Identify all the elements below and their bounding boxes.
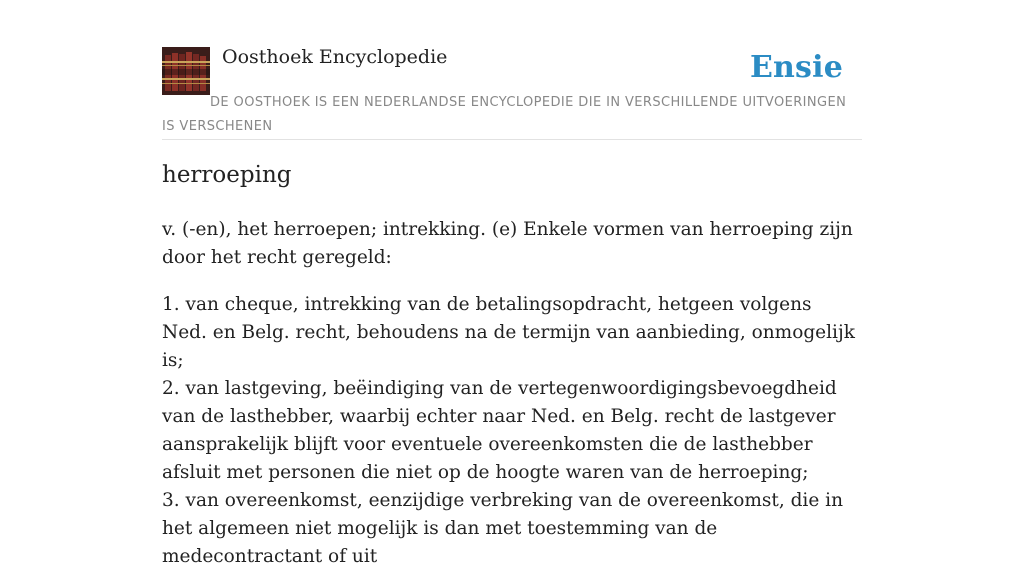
encyclopedia-books-icon[interactable] <box>162 47 210 95</box>
entry-definition: v. (-en), het herroepen; intrekking. (e) Enkele vormen van herroeping zijn door het recht geregeld: <box>162 219 853 268</box>
site-tagline: DE OOSTHOEK IS EEN NEDERLANDSE ENCYCLOPEDIE DIE IN VERSCHILLENDE UITVOERINGEN IS VERSCHENEN <box>162 95 847 134</box>
site-name[interactable]: Oosthoek Encyclopedie <box>222 46 448 68</box>
entry-title: herroeping <box>162 162 292 188</box>
list-item: 1. van cheque, intrekking van de betalingsopdracht, hetgeen volgens Ned. en Belg. recht, behoudens na de termijn van aanbieding, onmogelijk is; <box>162 294 855 371</box>
entry-list <box>162 291 862 571</box>
site-header <box>162 0 862 140</box>
list-item: 2. van lastgeving, beëindiging van de vertegenwoordigingsbevoegdheid van de lasthebber, waarbij echter naar Ned. en Belg. recht de lastgever aansprakelijk blijft voor eventuele overeenkomsten die de lasthebber afsluit met personen die niet op de hoogte waren van de herroeping; <box>162 378 837 483</box>
list-item: 3. van overeenkomst, eenzijdige verbreking van de overeenkomst, die in het algemeen niet mogelijk is dan met toestemming van de medecontractant of uit <box>162 490 844 567</box>
ensie-logo-link[interactable]: Ensie <box>749 50 843 85</box>
page <box>162 0 862 567</box>
